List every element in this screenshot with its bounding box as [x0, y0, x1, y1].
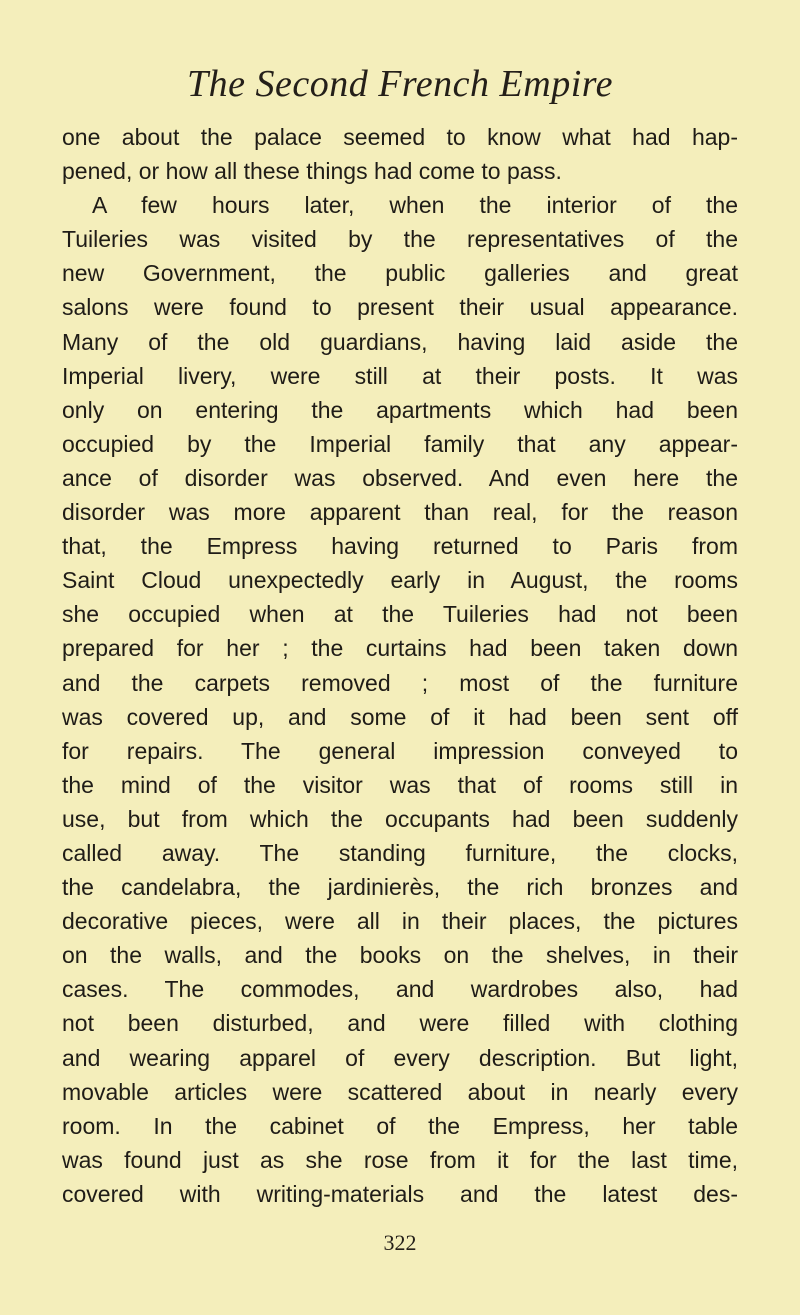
- text-line: not been disturbed, and were filled with clothing: [62, 1010, 738, 1037]
- text-line: only on entering the apartments which had been: [62, 396, 738, 423]
- text-line: A few hours later, when the interior of the: [92, 192, 738, 219]
- text-line: she occupied when at the Tuileries had not been: [62, 601, 738, 628]
- text-line: cases. The commodes, and wardrobes also, had: [62, 976, 738, 1003]
- body-text: [62, 120, 738, 1211]
- page-number: 322: [383, 1230, 417, 1255]
- text-line: one about the palace seemed to know what had hap-: [62, 124, 738, 150]
- text-line: Tuileries was visited by the representatives of the: [62, 226, 738, 253]
- text-line: occupied by the Imperial family that any appear-: [62, 430, 738, 457]
- text-line: and the carpets removed ; most of the furniture: [62, 669, 738, 696]
- text-line: for repairs. The general impression conveyed to: [62, 737, 738, 764]
- text-line: Saint Cloud unexpectedly early in August, the rooms: [62, 567, 738, 594]
- text-line: prepared for her ; the curtains had been taken down: [62, 635, 738, 662]
- text-line: ance of disorder was observed. And even here the: [62, 464, 738, 491]
- text-line: the candelabra, the jardinierès, the rich bronzes and: [62, 874, 738, 901]
- text-line: covered with writing-materials and the latest des-: [62, 1180, 738, 1207]
- text-line: that, the Empress having returned to Paris from: [62, 533, 738, 560]
- text-line: called away. The standing furniture, the clocks,: [62, 839, 738, 866]
- text-line: Many of the old guardians, having laid aside the: [62, 328, 738, 355]
- running-head: The Second French Empire: [186, 63, 613, 105]
- text-line: on the walls, and the books on the shelves, in their: [62, 942, 738, 969]
- text-line: salons were found to present their usual appearance.: [62, 294, 738, 321]
- text-line: was found just as she rose from it for the last time,: [62, 1146, 738, 1173]
- text-line: Imperial livery, were still at their posts. It was: [62, 362, 738, 389]
- text-line: room. In the cabinet of the Empress, her table: [62, 1112, 738, 1139]
- text-line: use, but from which the occupants had been suddenly: [62, 805, 738, 832]
- text-line: new Government, the public galleries and great: [62, 260, 738, 287]
- text-line: pened, or how all these things had come to pass.: [62, 158, 562, 185]
- text-line: disorder was more apparent than real, for the reason: [62, 499, 738, 526]
- text-line: was covered up, and some of it had been sent off: [62, 703, 738, 730]
- text-line: and wearing apparel of every description. But light,: [62, 1044, 738, 1071]
- text-line: movable articles were scattered about in nearly every: [62, 1078, 738, 1105]
- text-line: the mind of the visitor was that of rooms still in: [62, 771, 738, 798]
- text-line: decorative pieces, were all in their places, the pictures: [62, 908, 738, 935]
